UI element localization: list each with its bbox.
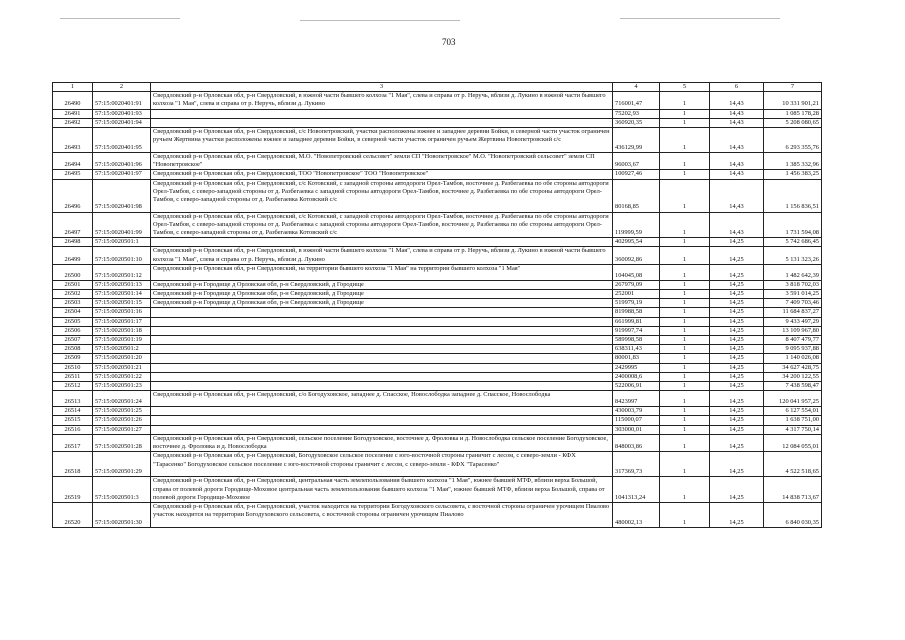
row-number-cell: 26519 — [53, 477, 93, 503]
table-row — [53, 179, 822, 212]
row-number-cell: 26491 — [53, 109, 93, 118]
rate-cell: 14,25 — [710, 247, 764, 264]
rate-cell: 14,25 — [710, 363, 764, 372]
row-number-cell: 26508 — [53, 345, 93, 354]
count-cell: 1 — [660, 290, 710, 299]
count-cell: 1 — [660, 170, 710, 179]
rate-cell: 14,25 — [710, 434, 764, 451]
address-cell: Свердловский р-н Орловская обл, р-н Свердловский, М.О. "Новопетровский сельсовет" земли СП "Новопетровское" М.О. "Новопетровский сельсовет" земли СП "Новопетровское" — [151, 153, 613, 170]
area-cell: 80168,85 — [613, 179, 660, 212]
value-cell: 1 156 836,51 — [764, 179, 822, 212]
address-cell — [151, 363, 613, 372]
cadastral-number-cell: 57:15:0020401:95 — [93, 128, 151, 153]
page-number: 703 — [442, 37, 456, 47]
row-number-cell: 26497 — [53, 212, 93, 238]
value-cell: 9 433 497,29 — [764, 317, 822, 326]
area-cell: 317369,73 — [613, 452, 660, 477]
value-cell: 1 638 751,00 — [764, 416, 822, 425]
column-header: 2 — [93, 83, 151, 92]
table-row — [53, 128, 822, 153]
value-cell: 3 818 702,03 — [764, 280, 822, 289]
address-cell — [151, 425, 613, 434]
row-number-cell: 26490 — [53, 92, 93, 109]
table-row — [53, 425, 822, 434]
area-cell: 402995,54 — [613, 238, 660, 247]
area-cell: 96003,67 — [613, 153, 660, 170]
row-number-cell: 26504 — [53, 308, 93, 317]
value-cell: 8 407 479,77 — [764, 336, 822, 345]
row-number-cell: 26503 — [53, 299, 93, 308]
cadastral-number-cell: 57:15:0020501:28 — [93, 434, 151, 451]
table-row — [53, 280, 822, 289]
address-cell — [151, 109, 613, 118]
address-cell — [151, 372, 613, 381]
value-cell: 4 317 750,14 — [764, 425, 822, 434]
rate-cell: 14,25 — [710, 416, 764, 425]
column-header: 4 — [613, 83, 660, 92]
count-cell: 1 — [660, 264, 710, 280]
rate-cell: 14,25 — [710, 382, 764, 391]
rate-cell: 14,43 — [710, 170, 764, 179]
row-number-cell: 26494 — [53, 153, 93, 170]
area-cell: 589998,58 — [613, 336, 660, 345]
column-header: 1 — [53, 83, 93, 92]
row-number-cell: 26520 — [53, 502, 93, 527]
table-row — [53, 345, 822, 354]
rate-cell: 14,25 — [710, 477, 764, 503]
rate-cell: 14,43 — [710, 128, 764, 153]
row-number-cell: 26512 — [53, 382, 93, 391]
table-row — [53, 308, 822, 317]
cadastral-number-cell: 57:15:0020401:96 — [93, 153, 151, 170]
column-header: 3 — [151, 83, 613, 92]
value-cell: 12 084 055,01 — [764, 434, 822, 451]
rate-cell: 14,43 — [710, 153, 764, 170]
table-row — [53, 118, 822, 127]
address-cell — [151, 345, 613, 354]
row-number-cell: 26502 — [53, 290, 93, 299]
address-cell: Свердловский р-н Орловская обл, р-н Свердловский, с/с Новопетровский, участки расположены южнее и западнее деревни Бойки, в северной части участок ограничен ручьем Жертвина участки расположены южнее и западнее деревни Бойки, в северной части участок ограничен ручьем Жертвина Новопетровский с/с — [151, 128, 613, 153]
count-cell: 1 — [660, 391, 710, 407]
rate-cell: 14,25 — [710, 425, 764, 434]
area-cell: 430003,79 — [613, 407, 660, 416]
rate-cell: 14,43 — [710, 212, 764, 238]
row-number-cell: 26516 — [53, 425, 93, 434]
count-cell: 1 — [660, 363, 710, 372]
address-cell: Свердловский р-н Орловская обл, р-н Свердловский, с/о Богодуховское, западнее д. Спасское, Новослободка западнее д. Спасское, Новослободка — [151, 391, 613, 407]
count-cell: 1 — [660, 280, 710, 289]
value-cell: 1 731 594,08 — [764, 212, 822, 238]
area-cell: 716001,47 — [613, 92, 660, 109]
value-cell: 6 840 030,35 — [764, 502, 822, 527]
rate-cell: 14,25 — [710, 452, 764, 477]
count-cell: 1 — [660, 477, 710, 503]
area-cell: 2400008,6 — [613, 372, 660, 381]
address-cell: Свердловский р-н Городище д Орловская обл, р-н Свердловский, д Городище — [151, 299, 613, 308]
cadastral-number-cell: 57:15:0020501:14 — [93, 290, 151, 299]
address-cell: Свердловский р-н Орловская обл, р-н Свердловский, ТОО "Новопетровское" ТОО "Новопетровское" — [151, 170, 613, 179]
cadastral-number-cell: 57:15:0020501:19 — [93, 336, 151, 345]
value-cell: 5 742 686,45 — [764, 238, 822, 247]
rate-cell: 14,25 — [710, 238, 764, 247]
table-row — [53, 416, 822, 425]
area-cell: 638311,43 — [613, 345, 660, 354]
row-number-cell: 26513 — [53, 391, 93, 407]
area-cell: 75202,93 — [613, 109, 660, 118]
table-row — [53, 212, 822, 238]
cadastral-number-cell: 57:15:0020501:20 — [93, 354, 151, 363]
row-number-cell: 26500 — [53, 264, 93, 280]
count-cell: 1 — [660, 238, 710, 247]
cadastral-number-cell: 57:15:0020501:2 — [93, 345, 151, 354]
table-row — [53, 326, 822, 335]
row-number-cell: 26501 — [53, 280, 93, 289]
value-cell: 6 293 355,76 — [764, 128, 822, 153]
value-cell: 1 140 026,08 — [764, 354, 822, 363]
area-cell: 104045,08 — [613, 264, 660, 280]
cadastral-number-cell: 57:15:0020401:97 — [93, 170, 151, 179]
value-cell: 5 131 323,26 — [764, 247, 822, 264]
row-number-cell: 26506 — [53, 326, 93, 335]
cadastral-number-cell: 57:15:0020501:15 — [93, 299, 151, 308]
cadastral-number-cell: 57:15:0020501:21 — [93, 363, 151, 372]
cadastral-number-cell: 57:15:0020501:10 — [93, 247, 151, 264]
row-number-cell: 26507 — [53, 336, 93, 345]
area-cell: 661999,81 — [613, 317, 660, 326]
value-cell: 1 085 178,28 — [764, 109, 822, 118]
rate-cell: 14,43 — [710, 92, 764, 109]
address-cell — [151, 407, 613, 416]
count-cell: 1 — [660, 382, 710, 391]
cadastral-number-cell: 57:15:0020401:99 — [93, 212, 151, 238]
value-cell: 3 591 014,25 — [764, 290, 822, 299]
cadastral-number-cell: 57:15:0020501:3 — [93, 477, 151, 503]
cadastral-number-cell: 57:15:0020501:1 — [93, 238, 151, 247]
column-header: 6 — [710, 83, 764, 92]
row-number-cell: 26498 — [53, 238, 93, 247]
row-number-cell: 26496 — [53, 179, 93, 212]
table-header-row — [53, 83, 822, 92]
address-cell — [151, 118, 613, 127]
address-cell — [151, 382, 613, 391]
count-cell: 1 — [660, 153, 710, 170]
area-cell: 436129,99 — [613, 128, 660, 153]
row-number-cell: 26495 — [53, 170, 93, 179]
rate-cell: 14,25 — [710, 407, 764, 416]
area-cell: 522006,91 — [613, 382, 660, 391]
area-cell: 267979,09 — [613, 280, 660, 289]
area-cell: 1041313,24 — [613, 477, 660, 503]
scan-mark — [300, 20, 460, 21]
rate-cell: 14,25 — [710, 372, 764, 381]
value-cell: 1 456 383,25 — [764, 170, 822, 179]
rate-cell: 14,25 — [710, 280, 764, 289]
address-cell: Свердловский р-н Орловская обл, р-н Свердловский, в южной части бывшего колхоза "1 Мая", слева и справа от р. Неручь, вблизи д. Лукино в южной части бывшего колхоза "1 Мая", слева и справа от р. Неручь, вблизи д. Лукино — [151, 92, 613, 109]
count-cell: 1 — [660, 354, 710, 363]
rate-cell: 14,43 — [710, 109, 764, 118]
area-cell: 119999,59 — [613, 212, 660, 238]
cadastral-number-cell: 57:15:0020501:29 — [93, 452, 151, 477]
row-number-cell: 26492 — [53, 118, 93, 127]
count-cell: 1 — [660, 247, 710, 264]
address-cell — [151, 238, 613, 247]
scan-mark — [60, 18, 180, 19]
value-cell: 13 109 967,80 — [764, 326, 822, 335]
cadastral-number-cell: 57:15:0020501:22 — [93, 372, 151, 381]
table-row — [53, 354, 822, 363]
row-number-cell: 26493 — [53, 128, 93, 153]
rate-cell: 14,25 — [710, 391, 764, 407]
area-cell: 2429995 — [613, 363, 660, 372]
value-cell: 4 522 518,65 — [764, 452, 822, 477]
count-cell: 1 — [660, 326, 710, 335]
area-cell: 519979,19 — [613, 299, 660, 308]
register-table — [52, 82, 822, 528]
table-row — [53, 317, 822, 326]
table-row — [53, 153, 822, 170]
value-cell: 120 041 957,25 — [764, 391, 822, 407]
rate-cell: 14,25 — [710, 317, 764, 326]
address-cell: Свердловский р-н Орловская обл, р-н Свердловский, с/с Котовский, с западной стороны автодороги Орел-Тамбов, восточнее д. Разбегаевка по обе стороны автодороги Орел-Тамбов, с северо-западной стороны от д. Разбегаевка с западной стороны автодороги Орел-Тамбов, восточнее д. Разбегаевка по обе стороны автодороги Орел-Тамбов, с северо-западной стороны от д. Разбегаевка Котовский с/с — [151, 212, 613, 238]
value-cell: 1 482 642,39 — [764, 264, 822, 280]
table-row — [53, 170, 822, 179]
area-cell: 819988,58 — [613, 308, 660, 317]
table-row — [53, 92, 822, 109]
count-cell: 1 — [660, 317, 710, 326]
address-cell: Свердловский р-н Орловская обл, р-н Свердловский, участок находится на территории Богодуховского сельсовета, с восточной стороны ограничен урочищем Пиалово участок находится на территории Богодуховского сельсовета, с восточной стороны ограничен урочищем Пиалово — [151, 502, 613, 527]
address-cell: Свердловский р-н Орловская обл, р-н Свердловский, Богодуховское сельское поселение с юго-восточной стороны граничит с лесом, с северо-земли - КФХ "Тарасенко" Богодуховское сельское поселение с юго-восточной стороны граничит с лесом, с северо-земли - КФХ "Тарасенко" — [151, 452, 613, 477]
rate-cell: 14,25 — [710, 299, 764, 308]
address-cell — [151, 336, 613, 345]
count-cell: 1 — [660, 452, 710, 477]
rate-cell: 14,25 — [710, 354, 764, 363]
table-row — [53, 372, 822, 381]
table-row — [53, 477, 822, 503]
value-cell: 14 838 713,67 — [764, 477, 822, 503]
area-cell: 80001,83 — [613, 354, 660, 363]
area-cell: 360092,86 — [613, 247, 660, 264]
table-row — [53, 407, 822, 416]
count-cell: 1 — [660, 308, 710, 317]
row-number-cell: 26505 — [53, 317, 93, 326]
cadastral-number-cell: 57:15:0020401:91 — [93, 92, 151, 109]
value-cell: 6 127 554,01 — [764, 407, 822, 416]
cadastral-number-cell: 57:15:0020401:98 — [93, 179, 151, 212]
rate-cell: 14,25 — [710, 336, 764, 345]
count-cell: 1 — [660, 109, 710, 118]
cadastral-number-cell: 57:15:0020401:93 — [93, 109, 151, 118]
table-row — [53, 290, 822, 299]
address-cell: Свердловский р-н Городище д Орловская обл, р-н Свердловский, д Городище — [151, 290, 613, 299]
scan-mark — [620, 18, 780, 19]
row-number-cell: 26517 — [53, 434, 93, 451]
value-cell: 9 095 937,88 — [764, 345, 822, 354]
area-cell: 360920,35 — [613, 118, 660, 127]
cadastral-number-cell: 57:15:0020501:12 — [93, 264, 151, 280]
table-row — [53, 382, 822, 391]
address-cell — [151, 354, 613, 363]
area-cell: 100927,46 — [613, 170, 660, 179]
area-cell: 8423997 — [613, 391, 660, 407]
count-cell: 1 — [660, 299, 710, 308]
cadastral-number-cell: 57:15:0020501:27 — [93, 425, 151, 434]
area-cell: 848003,86 — [613, 434, 660, 451]
area-cell: 115000,07 — [613, 416, 660, 425]
rate-cell: 14,25 — [710, 326, 764, 335]
rate-cell: 14,25 — [710, 308, 764, 317]
area-cell: 252001 — [613, 290, 660, 299]
area-cell: 480002,13 — [613, 502, 660, 527]
value-cell: 7 438 598,47 — [764, 382, 822, 391]
table-row — [53, 336, 822, 345]
row-number-cell: 26499 — [53, 247, 93, 264]
table-row — [53, 434, 822, 451]
cadastral-number-cell: 57:15:0020501:24 — [93, 391, 151, 407]
table-row — [53, 109, 822, 118]
rate-cell: 14,25 — [710, 345, 764, 354]
count-cell: 1 — [660, 434, 710, 451]
column-header: 5 — [660, 83, 710, 92]
count-cell: 1 — [660, 128, 710, 153]
column-header: 7 — [764, 83, 822, 92]
count-cell: 1 — [660, 92, 710, 109]
table-row — [53, 264, 822, 280]
count-cell: 1 — [660, 502, 710, 527]
count-cell: 1 — [660, 416, 710, 425]
rate-cell: 14,43 — [710, 179, 764, 212]
table-row — [53, 238, 822, 247]
row-number-cell: 26510 — [53, 363, 93, 372]
value-cell: 5 208 080,65 — [764, 118, 822, 127]
cadastral-number-cell: 57:15:0020501:23 — [93, 382, 151, 391]
row-number-cell: 26514 — [53, 407, 93, 416]
count-cell: 1 — [660, 345, 710, 354]
cadastral-number-cell: 57:15:0020501:17 — [93, 317, 151, 326]
address-cell: Свердловский р-н Орловская обл, р-н Свердловский, центральная часть землепользования бывшего колхоза "1 Мая", южнее бывшей МТФ, вблизи верха Большой, справа от полевой дороги Городище-Моховое центральная часть землепользования бывшего колхоза "1 Мая", южнее бывшей МТФ, вблизи верха Большой, справа от полевой дороги Городище-Моховое — [151, 477, 613, 503]
table-row — [53, 247, 822, 264]
value-cell: 7 409 703,46 — [764, 299, 822, 308]
count-cell: 1 — [660, 372, 710, 381]
value-cell: 34 200 122,55 — [764, 372, 822, 381]
table-row — [53, 502, 822, 527]
cadastral-number-cell: 57:15:0020501:25 — [93, 407, 151, 416]
value-cell: 34 627 428,75 — [764, 363, 822, 372]
area-cell: 919997,74 — [613, 326, 660, 335]
value-cell: 10 331 901,21 — [764, 92, 822, 109]
row-number-cell: 26511 — [53, 372, 93, 381]
value-cell: 1 385 332,96 — [764, 153, 822, 170]
rate-cell: 14,25 — [710, 290, 764, 299]
address-cell: Свердловский р-н Орловская обл, р-н Свердловский, на территории бывшего колхоза "1 Мая" на территории бывшего колхоза "1 Мая" — [151, 264, 613, 280]
address-cell — [151, 308, 613, 317]
row-number-cell: 26509 — [53, 354, 93, 363]
value-cell: 11 684 837,27 — [764, 308, 822, 317]
cadastral-number-cell: 57:15:0020501:13 — [93, 280, 151, 289]
row-number-cell: 26518 — [53, 452, 93, 477]
rate-cell: 14,25 — [710, 502, 764, 527]
address-cell: Свердловский р-н Орловская обл, р-н Свердловский, сельское поселение Богодуховское, восточнее д. Фроловка и д. Новослободка сельское поселение Богодуховское, восточнее д. Фроловка и д. Новослободка — [151, 434, 613, 451]
rate-cell: 14,25 — [710, 264, 764, 280]
count-cell: 1 — [660, 407, 710, 416]
count-cell: 1 — [660, 118, 710, 127]
count-cell: 1 — [660, 212, 710, 238]
area-cell: 303000,01 — [613, 425, 660, 434]
table-row — [53, 391, 822, 407]
cadastral-number-cell: 57:15:0020501:26 — [93, 416, 151, 425]
address-cell: Свердловский р-н Орловская обл, р-н Свердловский, с/с Котовский, с западной стороны автодороги Орел-Тамбов, восточнее д. Разбегаевка по обе стороны автодороги Орел-Тамбов, с северо-западной стороны от д. Разбегаевка с западной стороны автодороги Орел-Тамбов, восточнее д. Разбегаевка по обе стороны автодороги Орел-Тамбов, с северо-западной стороны от д. Разбегаевка Котовский с/с — [151, 179, 613, 212]
table-row — [53, 299, 822, 308]
cadastral-number-cell: 57:15:0020501:18 — [93, 326, 151, 335]
count-cell: 1 — [660, 336, 710, 345]
cadastral-number-cell: 57:15:0020401:94 — [93, 118, 151, 127]
cadastral-number-cell: 57:15:0020501:30 — [93, 502, 151, 527]
cadastral-number-cell: 57:15:0020501:16 — [93, 308, 151, 317]
address-cell: Свердловский р-н Орловская обл, р-н Свердловский, в южной части бывшего колхоза "1 Мая", слева и справа от р. Неручь, вблизи д. Лукино в южной части бывшего колхоза "1 Мая", слева и справа от р. Неручь, вблизи д. Лукино — [151, 247, 613, 264]
address-cell — [151, 416, 613, 425]
address-cell — [151, 326, 613, 335]
rate-cell: 14,43 — [710, 118, 764, 127]
address-cell — [151, 317, 613, 326]
address-cell: Свердловский р-н Городище д Орловская обл, р-н Свердловский, д Городище — [151, 280, 613, 289]
row-number-cell: 26515 — [53, 416, 93, 425]
table-row — [53, 363, 822, 372]
count-cell: 1 — [660, 179, 710, 212]
count-cell: 1 — [660, 425, 710, 434]
table-row — [53, 452, 822, 477]
